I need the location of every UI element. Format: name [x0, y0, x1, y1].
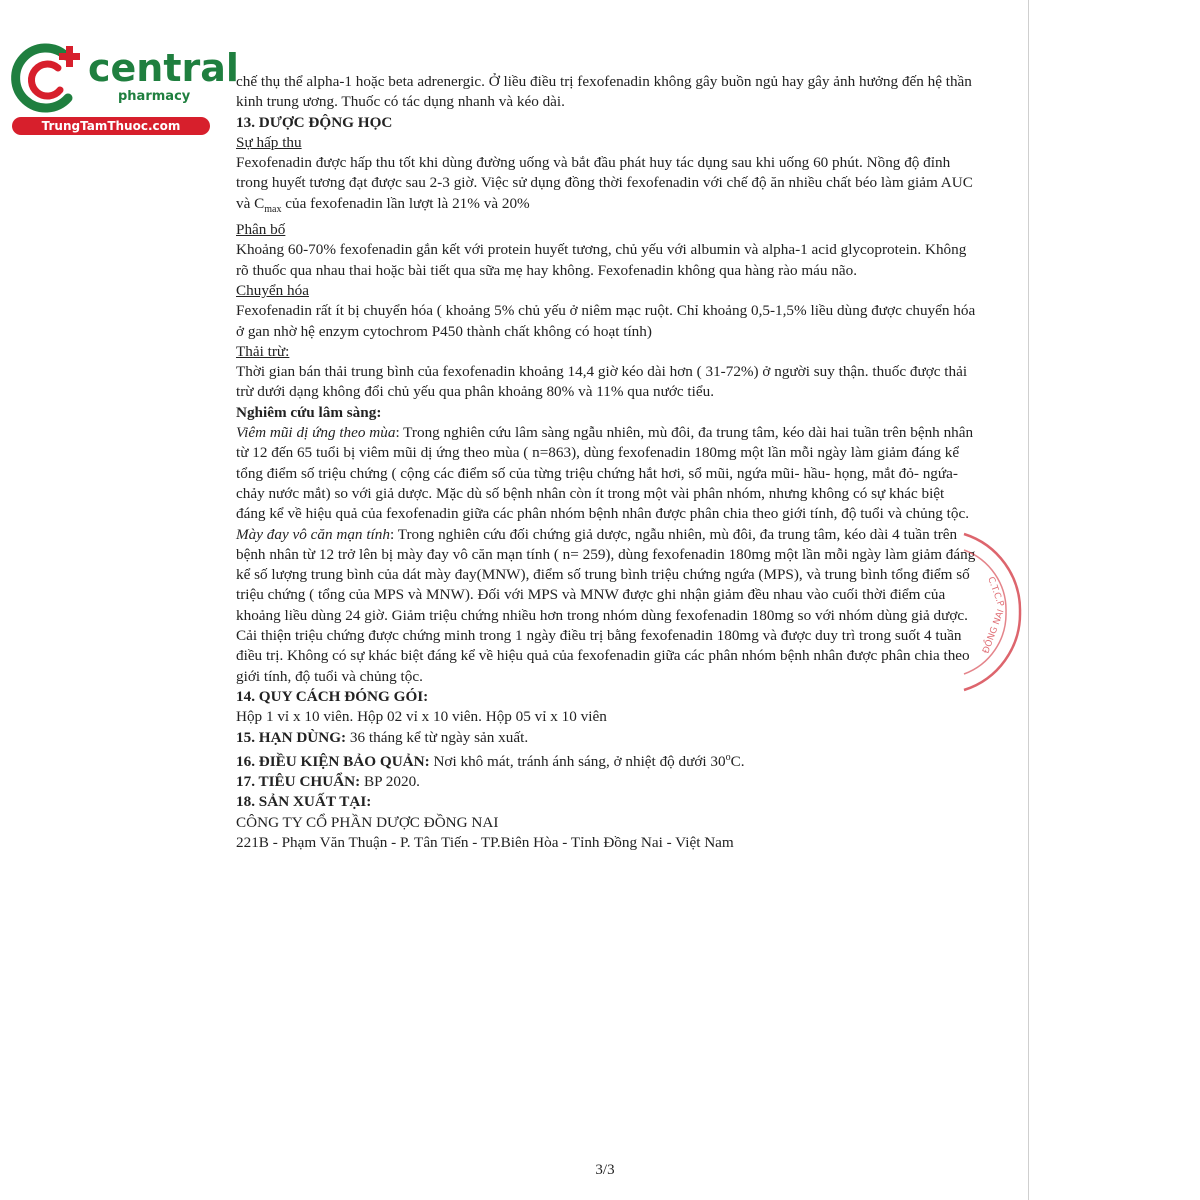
page-edge-line: [1028, 0, 1029, 1200]
brand-subtitle: pharmacy: [118, 89, 191, 104]
distribution-paragraph: Khoảng 60-70% fexofenadin gắn kết với protein huyết tương, chủ yếu với albumin và alpha-1 acid glycoprotein. Không rõ thuốc qua nhau thai hoặc bài tiết qua sữa mẹ hay không. Fexofenadin không qua hàng rào máu não.: [236, 241, 967, 279]
company-name: CÔNG TY CỔ PHẦN DƯỢC ĐỒNG NAI: [236, 813, 499, 831]
absorption-paragraph: Fexofenadin được hấp thu tốt khi dùng đường uống và bắt đầu phát huy tác dụng sau khi uống 60 phút. Nồng độ đỉnh trong huyết tương đạt được sau 2-3 giờ. Việc sử dụng đồng thời fexofenadin với chế độ ăn nhiều chất béo làm giảm AUC và $C_{max}$ của fexofenadin lần lượt là 21% và 20%: [236, 154, 973, 215]
svg-text:ĐỒNG NAI: ĐỒNG NAI: [981, 608, 1007, 656]
metabolism-heading: Chuyển hóa: [236, 282, 309, 299]
elimination-paragraph: Thời gian bán thải trung bình của fexofenadin khoảng 14,4 giờ kéo dài hơn ( 31-72%) ở người suy thận. thuốc được thải trừ dưới dạng không đổi chủ yếu qua phân khoảng 80% và 11% qua nước tiểu.: [236, 363, 968, 401]
rhinitis-paragraph: Viêm mũi dị ứng theo mùa: Trong nghiên cứu lâm sàng ngẫu nhiên, mù đôi, đa trung tâm, kéo dài hai tuần trên bệnh nhân từ 12 đến 65 tuổi bị viêm mũi dị ứng theo mùa ( n=863), dùng fexofenadin 180mg một lần mỗi ngày làm giảm đáng kể tổng điểm số triệu chứng ( cộng các điểm số của từng triệu chứng hắt hơi, sổ mũi, ngứa mũi- hầu- họng, mắt đỏ- ngứa- chảy nước mắt) so với giả dược. Mặc dù số bệnh nhân còn ít trong một vài phân nhóm, nhưng không có sự khác biệt đáng kể về hiệu quả của fexofenadin giữa các phân nhóm bệnh nhân được phân chia theo giới tính, độ tuổi và chủng tộc.: [236, 424, 974, 523]
metabolism-paragraph: Fexofenadin rất ít bị chuyển hóa ( khoảng 5% chủ yếu ở niêm mạc ruột. Chỉ khoảng 0,5-1,5% liều dùng được chuyển hóa ở gan nhờ hệ enzym cytochrom P450 thành chất không có hoạt tính): [236, 302, 976, 340]
section-13-title: 13. DƯỢC ĐỘNG HỌC: [236, 113, 393, 131]
pharmacy-cross-icon: [10, 38, 90, 118]
urticaria-paragraph: Mày đay vô căn mạn tính: Trong nghiên cứu đối chứng giả dược, ngẫu nhiên, mù đôi, đa trung tâm, kéo dài 4 tuần trên bệnh nhân từ 12 trở lên bị mày đay vô căn mạn tính ( n= 259), dùng fexofenadin 180mg một lần mỗi ngày làm giảm đáng kể số lượng trung bình của dát mày đay(MNW), điểm số trung bình triệu chứng ngứa (MPS), và trung bình tổng điểm số triệu chứng ( tổng của MPS và MNW). Đối với MPS và MNW được ghi nhận giảm đều nhau vào cuối thời điểm của khoảng liều dùng 24 giờ. Giảm triệu chứng nhiều hơn trong nhóm dùng fexofenadin 180mg so với nhóm dùng giả dược. Cải thiện triệu chứng được chứng minh trong 1 ngày điều trị bằng fexofenadin 180mg và được duy trì trong suốt 4 tuần điều trị. Không có sự khác biệt đáng kể về hiệu quả của fexofenadin giữa các phân nhóm bệnh nhân được phân chia theo giới tính, độ tuổi và chủng tộc.: [236, 525, 976, 685]
brand-name: central: [88, 46, 239, 90]
elimination-heading: Thải trừ:: [236, 342, 290, 360]
company-address: 221B - Phạm Văn Thuận - P. Tân Tiến - TP.Biên Hòa - Tỉnh Đồng Nai - Việt Nam: [236, 834, 734, 852]
section-14-title: 14. QUY CÁCH ĐÓNG GÓI:: [236, 687, 429, 705]
svg-text:C.T.C.P: C.T.C.P: [985, 575, 1006, 609]
distribution-heading: Phân bố: [236, 221, 286, 239]
red-seal-stamp: [962, 528, 1026, 696]
page-number: 3/3: [595, 1162, 615, 1178]
packaging-text: Hộp 1 vỉ x 10 viên. Hộp 02 vỉ x 10 viên. Hộp 05 vỉ x 10 viên: [236, 708, 607, 726]
section-16: 16. ĐIỀU KIỆN BẢO QUẢN: Nơi khô mát, tránh ánh sáng, ở nhiệt độ dưới 30$^o$C.: [236, 751, 745, 770]
absorption-heading: Sự hấp thu: [236, 133, 302, 151]
section-15: 15. HẠN DÙNG: 36 tháng kể từ ngày sản xuất.: [236, 728, 529, 746]
document-body: [236, 72, 976, 853]
section-17: 17. TIÊU CHUẨN: BP 2020.: [236, 773, 420, 791]
clinical-studies-heading: Nghiêm cứu lâm sàng:: [236, 403, 382, 421]
section-18-title: 18. SẢN XUẤT TẠI:: [236, 793, 372, 811]
intro-paragraph: chế thụ thể alpha-1 hoặc beta adrenergic. Ở liều điều trị fexofenadin không gây buồn ngủ hay gây ảnh hưởng đến hệ thần kinh trung ương. Thuốc có tác dụng nhanh và kéo dài.: [236, 73, 972, 111]
site-url-badge[interactable]: TrungTamThuoc.com: [12, 117, 210, 135]
